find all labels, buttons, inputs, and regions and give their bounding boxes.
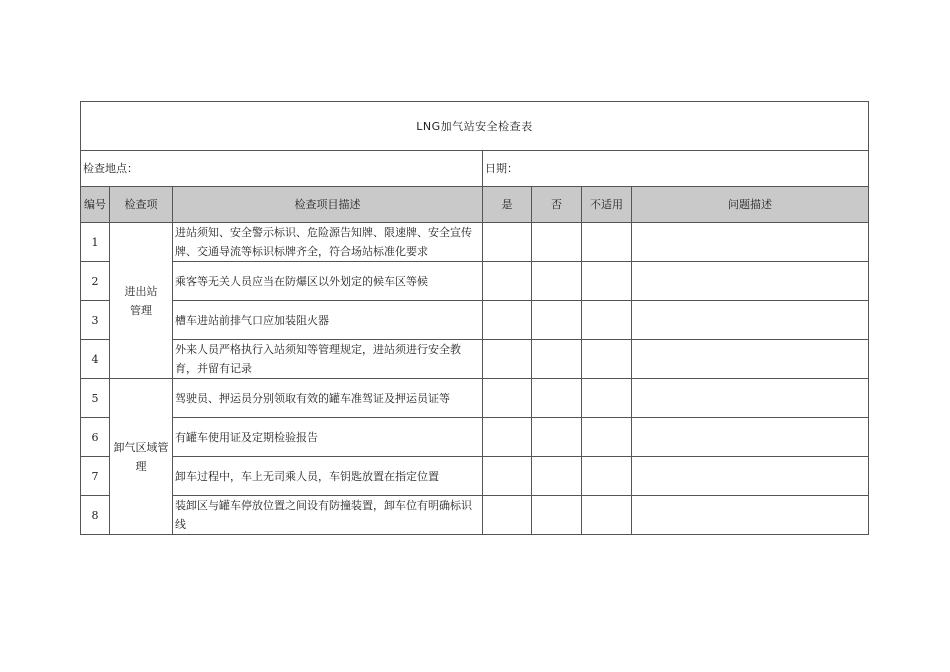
date-label: 日期：: [483, 151, 869, 187]
row-number: 8: [81, 496, 110, 535]
no-cell[interactable]: [532, 340, 582, 379]
yes-cell[interactable]: [483, 262, 532, 301]
header-yes: 是: [483, 187, 532, 223]
no-cell[interactable]: [532, 496, 582, 535]
yes-cell[interactable]: [483, 223, 532, 262]
item-description: 乘客等无关人员应当在防爆区以外划定的候车区等候: [173, 262, 483, 301]
table-row: [81, 301, 869, 340]
no-cell[interactable]: [532, 262, 582, 301]
issue-cell[interactable]: [632, 379, 869, 418]
location-label: 检查地点：: [81, 151, 483, 187]
sheet-title: LNG加气站安全检查表: [81, 102, 869, 151]
not-applicable-cell[interactable]: [582, 496, 632, 535]
item-description: 驾驶员、押运员分别领取有效的罐车准驾证及押运员证等: [173, 379, 483, 418]
header-issue: 问题描述: [632, 187, 869, 223]
issue-cell[interactable]: [632, 418, 869, 457]
table-row: [81, 223, 869, 262]
no-cell[interactable]: [532, 301, 582, 340]
yes-cell[interactable]: [483, 301, 532, 340]
item-description: 外来人员严格执行入站须知等管理规定，进站须进行安全教育，并留有记录: [173, 340, 483, 379]
not-applicable-cell[interactable]: [582, 379, 632, 418]
yes-cell[interactable]: [483, 340, 532, 379]
no-cell[interactable]: [532, 457, 582, 496]
not-applicable-cell[interactable]: [582, 340, 632, 379]
issue-cell[interactable]: [632, 301, 869, 340]
table-row: [81, 418, 869, 457]
item-description: 有罐车使用证及定期检验报告: [173, 418, 483, 457]
category-label: 进出站管理: [124, 284, 158, 317]
not-applicable-cell[interactable]: [582, 457, 632, 496]
issue-cell[interactable]: [632, 340, 869, 379]
row-number: 2: [81, 262, 110, 301]
header-no: 编号: [81, 187, 110, 223]
category-cell: [110, 379, 173, 535]
table-row: [81, 457, 869, 496]
yes-cell[interactable]: [483, 418, 532, 457]
yes-cell[interactable]: [483, 379, 532, 418]
issue-cell[interactable]: [632, 457, 869, 496]
item-description: 进站须知、安全警示标识、危险源告知牌、限速牌、安全宣传牌、交通导流等标识标牌齐全，符合场站标准化要求: [173, 223, 483, 262]
issue-cell[interactable]: [632, 262, 869, 301]
header-no-answer: 否: [532, 187, 582, 223]
not-applicable-cell[interactable]: [582, 223, 632, 262]
safety-checklist-table: [80, 101, 869, 535]
issue-cell[interactable]: [632, 223, 869, 262]
not-applicable-cell[interactable]: [582, 301, 632, 340]
no-cell[interactable]: [532, 223, 582, 262]
header-not-applicable: 不适用: [582, 187, 632, 223]
header-row: [81, 187, 869, 223]
table-row: [81, 496, 869, 535]
yes-cell[interactable]: [483, 496, 532, 535]
category-label: 卸气区域管理: [113, 440, 169, 473]
item-description: 装卸区与罐车停放位置之间设有防撞装置，卸车位有明确标识线: [173, 496, 483, 535]
row-number: 5: [81, 379, 110, 418]
row-number: 1: [81, 223, 110, 262]
category-cell: [110, 223, 173, 379]
row-number: 7: [81, 457, 110, 496]
table-row: [81, 379, 869, 418]
row-number: 6: [81, 418, 110, 457]
issue-cell[interactable]: [632, 496, 869, 535]
yes-cell[interactable]: [483, 457, 532, 496]
header-desc: 检查项目描述: [173, 187, 483, 223]
table-row: [81, 262, 869, 301]
no-cell[interactable]: [532, 418, 582, 457]
not-applicable-cell[interactable]: [582, 418, 632, 457]
row-number: 4: [81, 340, 110, 379]
header-item: 检查项: [110, 187, 173, 223]
not-applicable-cell[interactable]: [582, 262, 632, 301]
row-number: 3: [81, 301, 110, 340]
item-description: 卸车过程中，车上无司乘人员，车钥匙放置在指定位置: [173, 457, 483, 496]
item-description: 槽车进站前排气口应加装阻火器: [173, 301, 483, 340]
no-cell[interactable]: [532, 379, 582, 418]
table-row: [81, 340, 869, 379]
